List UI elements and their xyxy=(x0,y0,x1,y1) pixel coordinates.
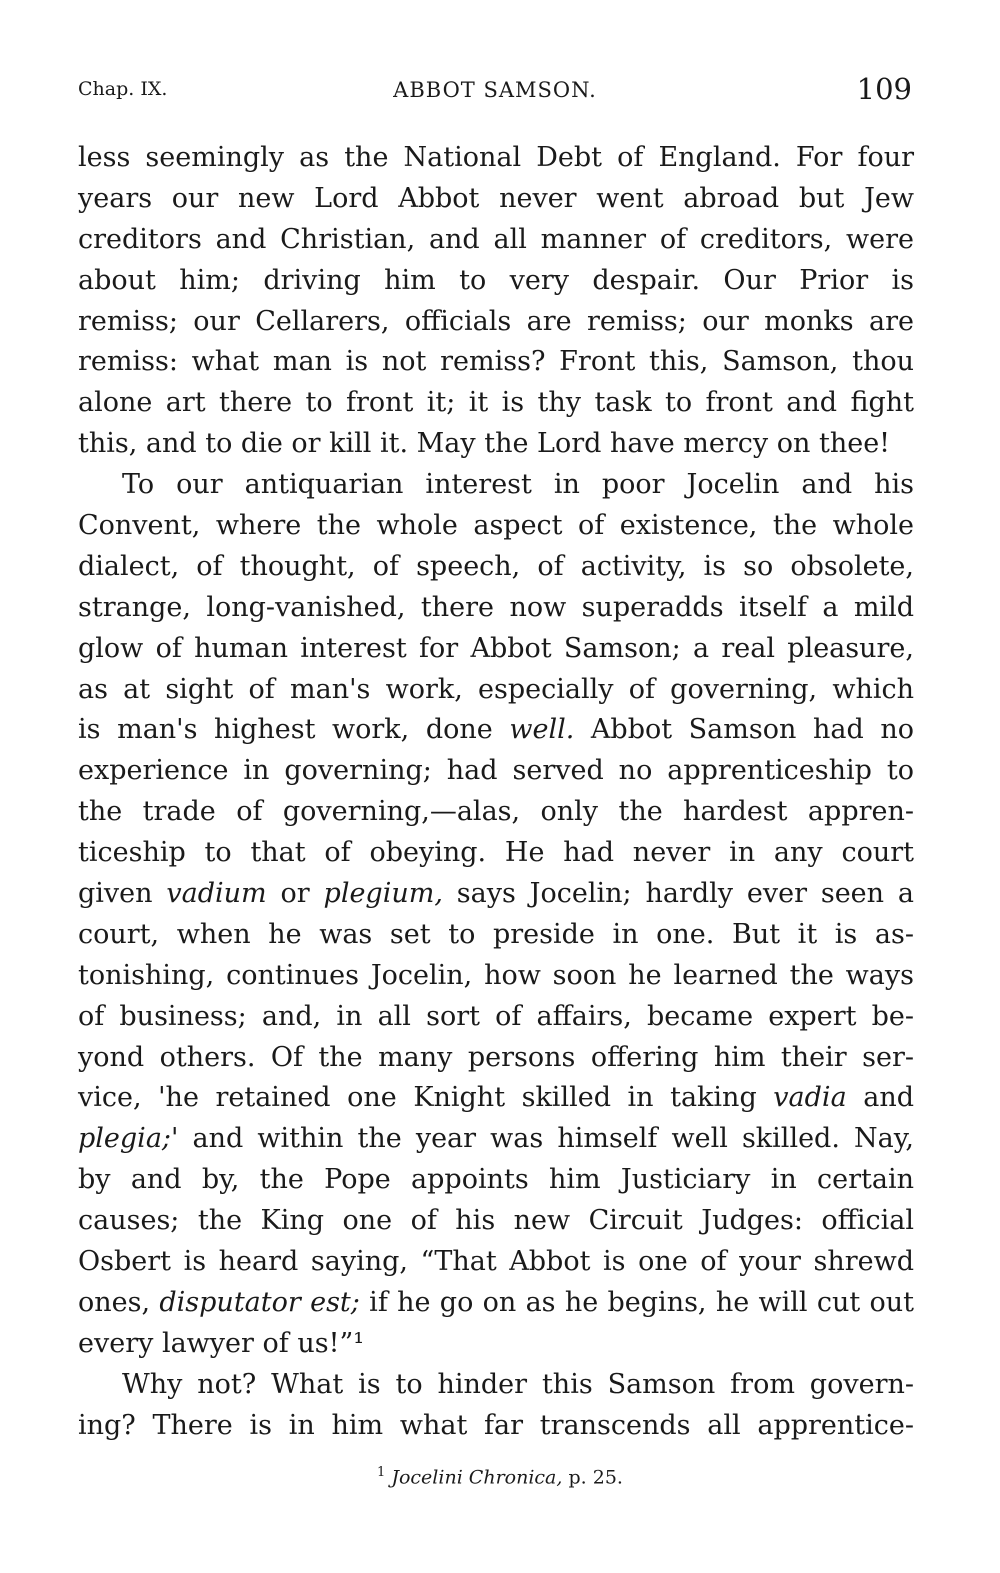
text-line xyxy=(78,1283,914,1324)
text-line xyxy=(78,874,914,915)
text-line: of business; and, in all sort of affairs, became expert be- xyxy=(78,1000,914,1032)
text-line: Convent, where the whole aspect of existence, the whole xyxy=(78,510,914,542)
text-line: Osbert is heard saying, “That Abbot is one of your shrewd xyxy=(78,1246,914,1278)
text-line: tonishing, continues Jocelin, how soon he learned the ways xyxy=(78,959,914,991)
italic-word: plegium, xyxy=(323,878,443,910)
text-line: strange, long-vanished, there now superadds itself a mild xyxy=(78,591,914,623)
running-header xyxy=(78,72,912,108)
text-line: ing? There is in him what far transcends all apprentice- xyxy=(78,1409,914,1441)
italic-word: plegia;' xyxy=(78,1123,179,1155)
italic-word: vadia xyxy=(773,1082,847,1114)
chapter-label: Chap. IX. xyxy=(78,78,168,100)
text-line: glow of human interest for Abbot Samson; a real pleasure, xyxy=(78,632,914,664)
text-line: remiss; our Cellarers, officials are remiss; our monks are xyxy=(78,305,914,337)
text-segment: says Jocelin; hardly ever seen a xyxy=(442,878,915,910)
text-line xyxy=(78,710,914,751)
text-line xyxy=(78,1078,914,1119)
text-segment: is man's highest work, done xyxy=(78,714,510,746)
footnote-marker: 1 xyxy=(377,1465,386,1480)
text-line: remiss: what man is not remiss? Front this, Samson, thou xyxy=(78,346,914,378)
text-line: experience in governing; had served no apprenticeship to xyxy=(78,755,914,787)
text-line: by and by, the Pope appoints him Justiciary in certain xyxy=(78,1164,914,1196)
italic-word: well. xyxy=(509,714,575,746)
footnote-page: p. 25. xyxy=(568,1466,623,1489)
text-segment: Abbot Samson had no xyxy=(574,714,914,746)
italic-word: vadium xyxy=(166,878,267,910)
text-segment: vice, 'he retained one Knight skilled in taking xyxy=(78,1082,774,1114)
footnote-source: Jocelini Chronica, xyxy=(391,1466,563,1489)
text-segment: if he go on as he begins, he will cut out xyxy=(359,1286,914,1318)
text-line: less seemingly as the National Debt of England. For four xyxy=(78,142,914,173)
text-segment: given xyxy=(78,878,167,910)
text-line: yond others. Of the many persons offering him their ser- xyxy=(78,1041,914,1073)
text-line: creditors and Christian, and all manner of creditors, were xyxy=(78,223,914,255)
text-line: alone art there to front it; it is thy task to front and fight xyxy=(78,387,914,419)
text-line: about him; driving him to very despair. Our Prior is xyxy=(78,264,914,296)
text-line: ticeship to that of obeying. He had never in any court xyxy=(78,837,914,869)
text-line: dialect, of thought, of speech, of activity, is so obsolete, xyxy=(78,550,914,582)
italic-word: disputator est; xyxy=(159,1286,360,1318)
paragraph-start-line: Why not? What is to hinder this Samson from govern- xyxy=(122,1368,914,1400)
text-line: every lawyer of us!”¹ xyxy=(78,1327,365,1359)
footnote xyxy=(0,1465,1000,1488)
text-line: court, when he was set to preside in one. But it is as- xyxy=(78,918,914,950)
body-text xyxy=(78,138,914,1447)
text-line: years our new Lord Abbot never went abroad but Jew xyxy=(78,182,914,214)
paragraph-start-line: To our antiquarian interest in poor Jocelin and his xyxy=(122,469,914,501)
text-segment: or xyxy=(266,878,324,910)
text-line xyxy=(78,1119,914,1160)
text-line: this, and to die or kill it. May the Lord have mercy on thee! xyxy=(78,428,891,460)
running-title: ABBOT SAMSON. xyxy=(393,78,597,102)
page-number: 109 xyxy=(856,72,912,106)
text-line: causes; the King one of his new Circuit Judges: official xyxy=(78,1205,914,1237)
text-segment: and within the year was himself well skilled. Nay, xyxy=(178,1123,914,1155)
text-segment: and xyxy=(846,1082,914,1114)
text-segment: ones, xyxy=(78,1286,160,1318)
text-line: as at sight of man's work, especially of governing, which xyxy=(78,673,914,705)
text-line: the trade of governing,—alas, only the hardest appren- xyxy=(78,796,914,828)
